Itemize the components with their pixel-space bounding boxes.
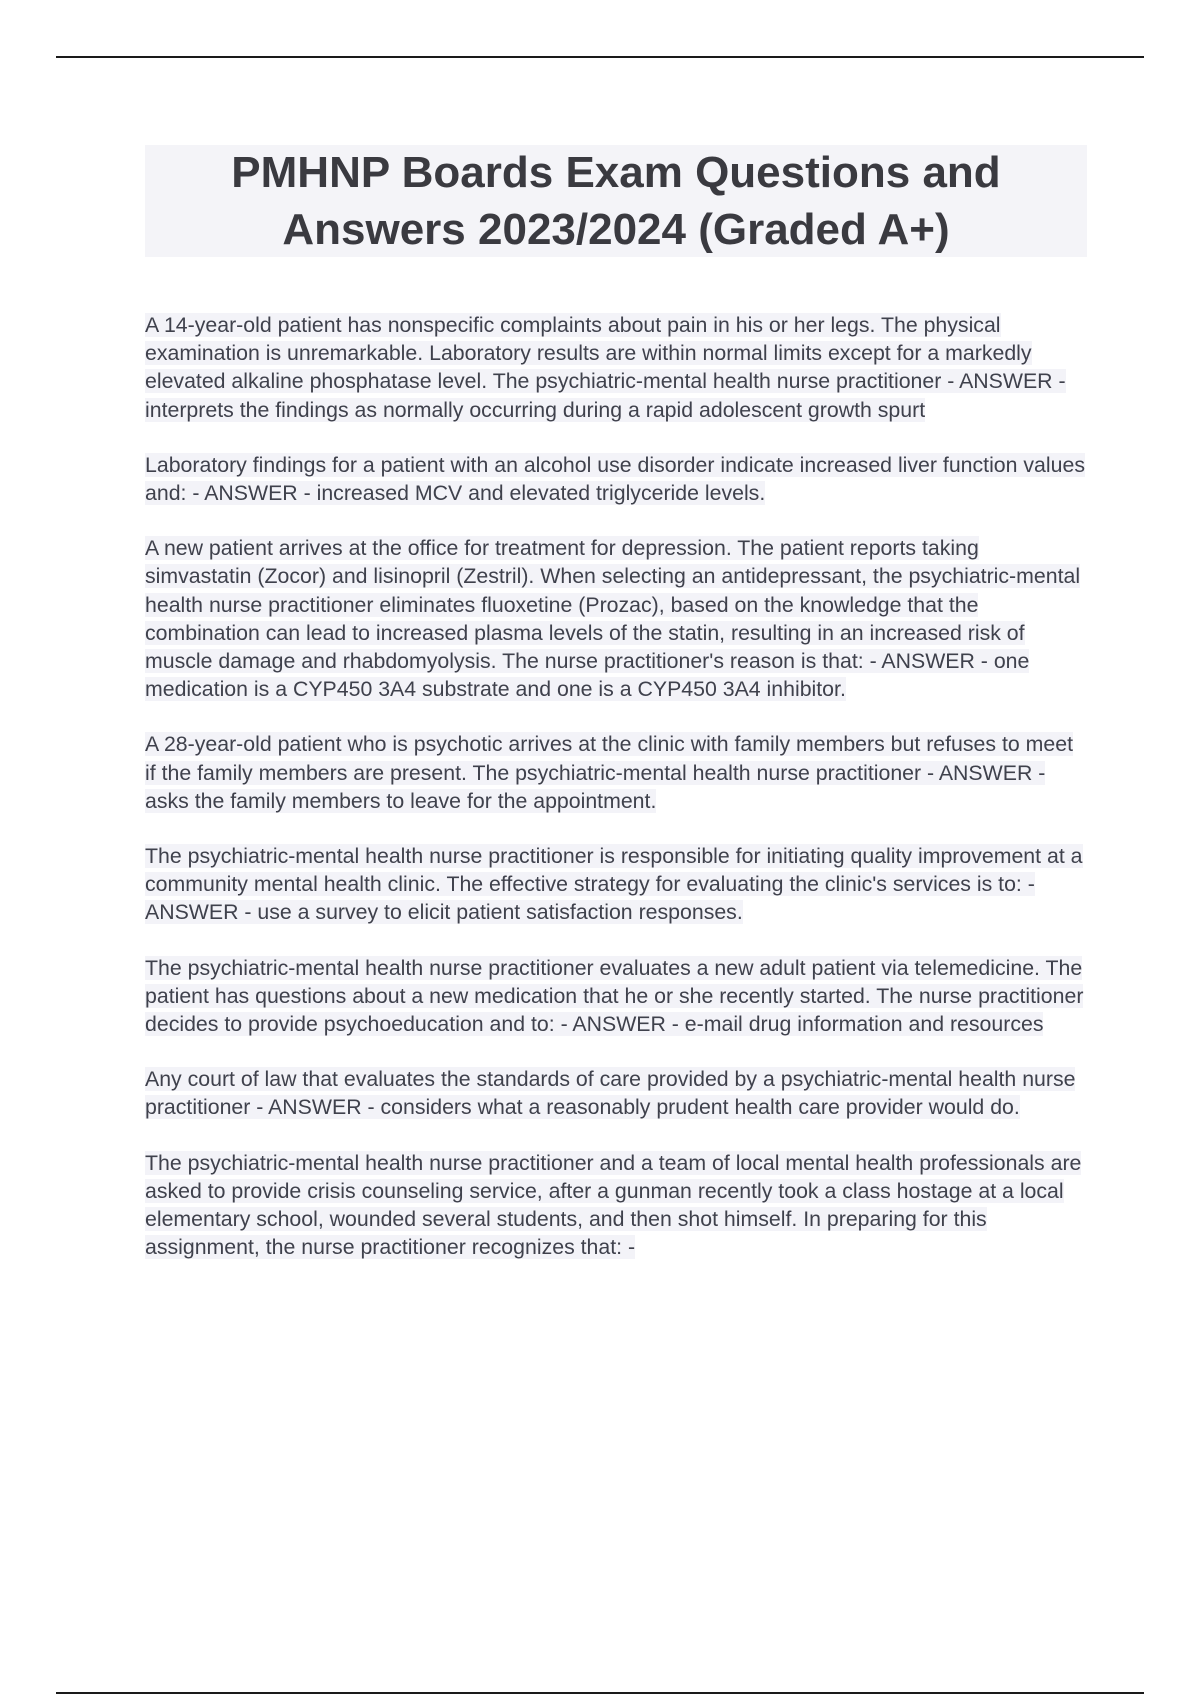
qa-text: The psychiatric-mental health nurse practitioner and a team of local mental health professionals are asked to provide crisis counseling service, after a gunman recently took a class hostage at a local elementary school, wounded several students, and then shot himself. In preparing for this assignment, the nurse practitioner recognizes that: -: [145, 1150, 1082, 1260]
qa-item: [145, 954, 1087, 1039]
qa-text: A 14-year-old patient has nonspecific complaints about pain in his or her legs. The physical examination is unremarkable. Laboratory results are within normal limits except for a markedly elevated alkaline phosphatase level. The psychiatric-mental health nurse practitioner - ANSWER - interprets the findings as normally occurring during a rapid adolescent growth spurt: [145, 313, 1066, 422]
qa-item: [145, 451, 1087, 507]
qa-text: A 28-year-old patient who is psychotic arrives at the clinic with family members but refuses to meet if the family members are present. The psychiatric-mental health nurse practitioner - ANSWER - asks the family members to leave for the appointment.: [145, 732, 1073, 813]
qa-text: Any court of law that evaluates the standards of care provided by a psychiatric-mental health nurse practitioner - ANSWER - considers what a reasonably prudent health care provider would do.: [145, 1067, 1076, 1120]
qa-list: [145, 311, 1087, 1288]
title-box: [145, 145, 1087, 257]
page-title: PMHNP Boards Exam Questions and Answers 2023/2024 (Graded A+): [231, 148, 1001, 254]
qa-item: [145, 311, 1087, 424]
qa-text: The psychiatric-mental health nurse practitioner evaluates a new adult patient via telemedicine. The patient has questions about a new medication that he or she recently started. The nurse practitioner decides to provide psychoeducation and to: - ANSWER - e-mail drug information and resources: [145, 955, 1084, 1037]
bottom-rule: [56, 1692, 1144, 1694]
qa-item: [145, 730, 1087, 815]
qa-item: [145, 534, 1087, 703]
qa-item: [145, 1149, 1087, 1262]
top-rule: [56, 56, 1144, 58]
qa-text: A new patient arrives at the office for treatment for depression. The patient reports taking simvastatin (Zocor) and lisinopril (Zestril). When selecting an antidepressant, the psychiatric-mental health nurse practitioner eliminates fluoxetine (Prozac), based on the knowledge that the combination can lead to increased plasma levels of the statin, resulting in an increased risk of muscle damage and rhabdomyolysis. The nurse practitioner's reason is that: - ANSWER - one medication is a CYP450 3A4 substrate and one is a CYP450 3A4 inhibitor.: [145, 536, 1081, 702]
qa-text: Laboratory findings for a patient with an alcohol use disorder indicate increased liver function values and: - ANSWER - increased MCV and elevated triglyceride levels.: [145, 452, 1085, 506]
qa-item: [145, 842, 1087, 927]
qa-text: The psychiatric-mental health nurse practitioner is responsible for initiating quality improvement at a community mental health clinic. The effective strategy for evaluating the clinic's services is to: - ANSWER - use a survey to elicit patient satisfaction responses.: [145, 844, 1083, 925]
qa-item: [145, 1065, 1087, 1121]
